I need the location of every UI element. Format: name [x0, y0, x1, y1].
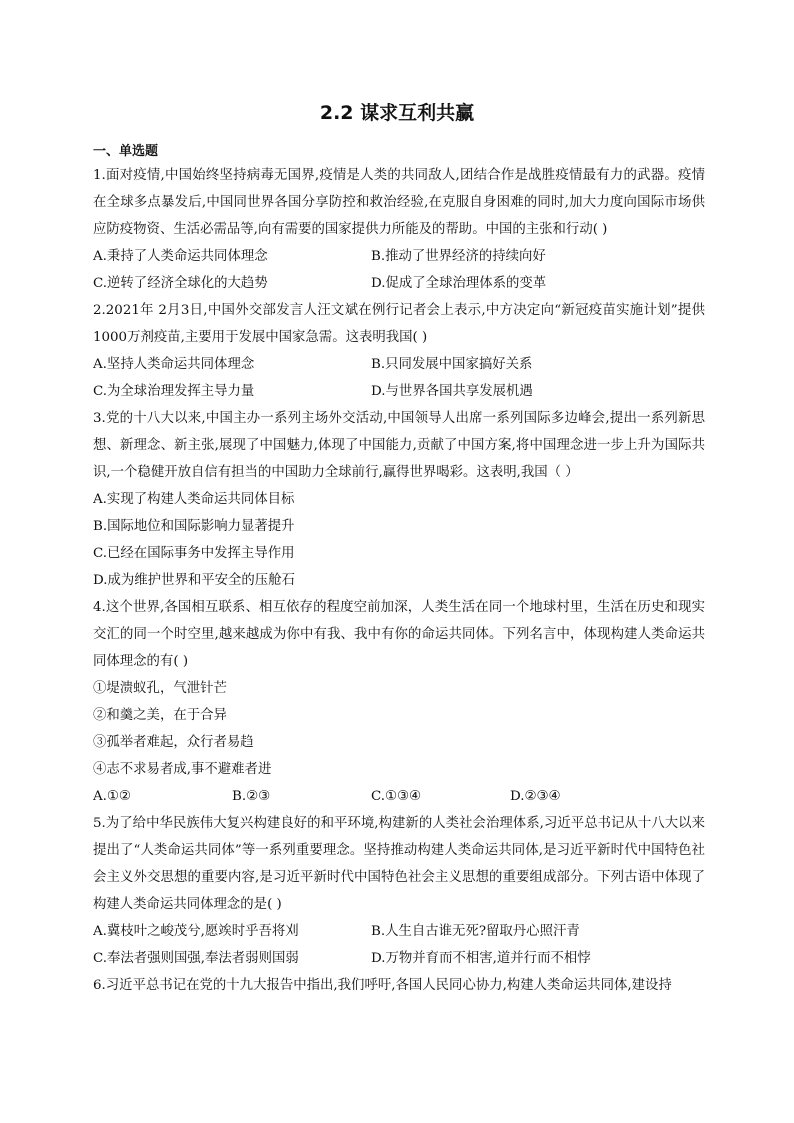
- option-d: D.成为维护世界和平安全的压舱石: [93, 573, 295, 588]
- option-b: B.人生自古谁无死?留取丹心照汗青: [371, 924, 580, 939]
- option-c: C.已经在国际事务中发挥主导作用: [93, 546, 295, 561]
- statement-4: ④志不求易者成,事不避难者进: [93, 762, 272, 777]
- question-1-options: [93, 243, 705, 270]
- option-b: B.只同发展中国家搞好关系: [371, 357, 533, 372]
- question-2-stem: 2.2021年 2月3日,中国外交部发言人汪文斌在例行记者会上表示,中方决定向“新冠疫苗实施计划”提供 1000万剂疫苗,主要用于发展中国家急需。这表明我国( ): [93, 303, 705, 345]
- question-4-options: [93, 783, 705, 810]
- option-c: C.①③④: [371, 789, 422, 804]
- option-a: A.实现了构建人类命运共同体目标: [93, 492, 295, 507]
- statement-3: ③孤举者难起，众行者易趋: [93, 735, 254, 750]
- option-d: D.与世界各国共享发展机遇: [371, 384, 533, 399]
- option-d: D.万物并育而不相害,道并行而不相悖: [371, 951, 591, 966]
- option-b: B.推动了世界经济的持续向好: [371, 249, 546, 264]
- option-b: B.②③: [232, 789, 271, 804]
- option-a: A.①②: [93, 789, 131, 804]
- section-heading: 一、单选题: [93, 144, 159, 159]
- question-5-options: [93, 918, 705, 945]
- option-b: B.国际地位和国际影响力显著提升: [93, 519, 295, 534]
- option-c: C.奉法者强则国强,奉法者弱则国弱: [93, 951, 299, 966]
- option-d: D.②③④: [510, 789, 561, 804]
- statement-1: ①堤溃蚁孔，气泄针芒: [93, 681, 227, 696]
- question-5-options-row2: [93, 945, 705, 972]
- question-list: [93, 142, 705, 999]
- option-a: A.秉持了人类命运共同体理念: [93, 249, 268, 264]
- option-c: C.逆转了经济全球化的大趋势: [93, 276, 268, 291]
- page-title: 2.2 谋求互利共赢: [319, 102, 475, 124]
- question-2-options-row2: [93, 378, 705, 405]
- question-4-stem: 4.这个世界,各国相互联系、相互依存的程度空前加深，人类生活在同一个地球村里，生活在历史和现实交汇的同一个时空里,越来越成为你中有我、我中有你的命运共同体。下列名言中，体现构建人类命运共同体理念的有( ): [93, 600, 705, 669]
- statement-2: ②和羹之美，在于合异: [93, 708, 227, 723]
- question-5-stem: 5.为了给中华民族伟大复兴构建良好的和平环境,构建新的人类社会治理体系,习近平总书记从十八大以来提出了“人类命运共同体”等一系列重要理念。坚持推动构建人类命运共同体,是习近平新时代中国特色社会主义外交思想的重要内容,是习近平新时代中国特色社会主义思想的重要组成部分。下列古语中体现了构建人类命运共同体理念的是( ): [93, 816, 705, 912]
- option-d: D.促成了全球治理体系的变革: [371, 276, 547, 291]
- option-c: C.为全球治理发挥主导力量: [93, 384, 255, 399]
- question-2-options: [93, 351, 705, 378]
- question-1-options-row2: [93, 270, 705, 297]
- option-a: A.冀枝叶之峻茂兮,愿竢时乎吾将刈: [93, 924, 299, 939]
- question-3-stem: 3.党的十八大以来,中国主办一系列主场外交活动,中国领导人出席一系列国际多边峰会,提出一系列新思想、新理念、新主张,展现了中国魅力,体现了中国能力,贡献了中国方案,将中国理念进一步上升为国际共识,一个稳健开放自信有担当的中国助力全球前行,赢得世界喝彩。这表明,我国（ ）: [93, 411, 705, 480]
- question-6-stem: 6.习近平总书记在党的十九大报告中指出,我们呼吁,各国人民同心协力,构建人类命运共同体,建设持: [93, 978, 672, 993]
- question-1-stem: 1.面对疫情,中国始终坚持病毒无国界,疫情是人类的共同敌人,团结合作是战胜疫情最有力的武器。疫情在全球多点暴发后,中国同世界各国分享防控和救治经验,在克服自身困难的同时,加大力度向国际市场供应防疫物资、生活必需品等,向有需要的国家提供力所能及的帮助。中国的主张和行动( ): [93, 168, 705, 237]
- option-a: A.坚持人类命运共同体理念: [93, 357, 255, 372]
